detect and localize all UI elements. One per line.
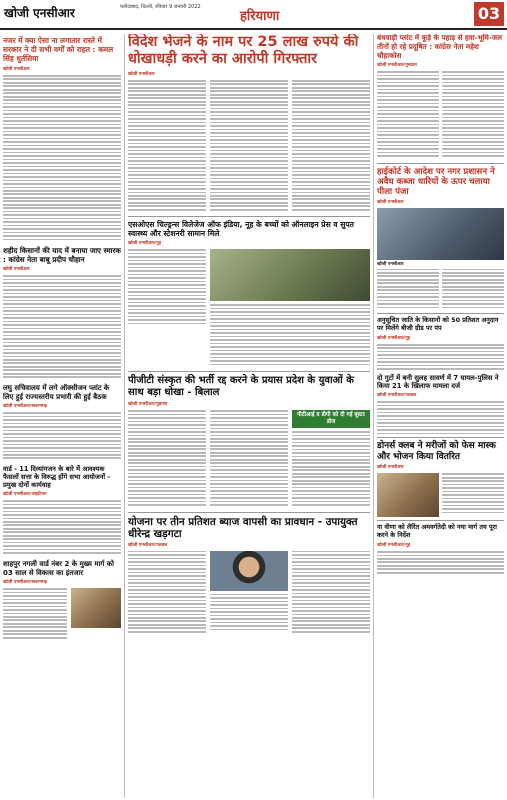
right-story3-body: [377, 344, 504, 370]
lead-body-col3: [292, 80, 370, 212]
left-story3-byline: खोजी एनसीआर/बल्लभगढ़: [3, 404, 48, 410]
right-story1-byline: खोजी एनसीआर/गुरुग्राम: [377, 63, 417, 69]
main-story3-body-col2: [210, 410, 288, 508]
lead-headline: विदेश भेजने के नाम पर 25 लाख रुपये की धोखाधड़ी करने का आरोपी गिरफ्तार: [128, 34, 359, 67]
photo-caption: खोजी एनसीआर: [377, 261, 404, 267]
left-story5-body: [3, 588, 67, 638]
right-story1-body-col2: [442, 71, 504, 158]
right-story1-headline: बंधवाड़ी प्लांट में कूड़े के पहाड़ से हवा-भूमि-जल तीनों हो रहे प्रदूषित : कांग्रेस नेता महेश चौहाकोस: [377, 34, 503, 60]
left-story4-body: [3, 500, 121, 554]
children-photo: [210, 249, 370, 301]
main-column: [128, 34, 370, 798]
lead-body-col2: [210, 80, 288, 212]
main-story3-headline: पीजीटी संस्कृत की भर्ती रद्द करने के प्रयास प्रदेश के युवाओं के साथ बड़ा धोखा - बिलाल: [128, 375, 354, 399]
right-story2-headline: हाईकोर्ट के आदेश पर नगर प्रशासन ने अवैध कब्जा धारियों के ऊपर चलाया पीला पंजा: [377, 166, 495, 197]
right-story6-headline: ना वीणा को लैरिंत अमवर्गतेदी को नया मार्ग तय पूरा करने के निर्देश: [377, 523, 497, 540]
lead-byline: खोजी एनसीआर: [128, 72, 155, 77]
lead-body-col1: [128, 80, 206, 212]
left-story2-body: [3, 275, 121, 378]
left-story4-headline: वार्ड - 11 दिव्यांगजन के बारे में आवश्यक फैसलों सत्ता के विरुद्ध होंगे सभा आयोजनों - प्रमुख दोनों कार्यवाह: [3, 465, 111, 490]
main-story4-body-col1: [128, 551, 206, 635]
right-story3-headline: अनुसूचित जाति के किसानों को 50 प्रतिशत अनुदान पर मिलेंगे बीजी ग्रीड पर पंप: [377, 316, 499, 333]
left-story1-headline: नजर में क्या ऐसा ना लगातार रास्ते में सरकार ने दी सभी वर्गों को राहत : कमल सिंह धुर्तसिया: [3, 36, 114, 63]
section-title: हरियाणा: [240, 9, 280, 24]
masthead: [0, 0, 507, 30]
main-story4-body-col2: [210, 594, 288, 630]
left-story4-byline: खोजी एनसीआर/आइटियन: [3, 492, 47, 498]
right-story2-body-col2: [442, 269, 504, 311]
main-story4-headline: योजना पर तीन प्रतिशत ब्याज वापसी का प्रावधान - उपायुक्त धीरेन्द्र खड़गटा: [128, 515, 358, 540]
right-story1-body-col1: [377, 71, 439, 158]
page-number: 03: [474, 2, 504, 26]
right-story2-byline: खोजी एनसीआर: [377, 199, 404, 205]
right-story5-headline: डोनर्स क्लब ने मरीजों को फेस मास्क और भोजन किया वितरित: [377, 441, 496, 462]
encroachment-photo: [377, 208, 504, 260]
right-story4-headline: दो गुटों में बनी सुलह सावर्ण में 7 घायल-पुलिस ने किया 21 के खिलाफ मामला दर्ज: [377, 373, 499, 391]
official-photo: [210, 551, 288, 591]
left-story5-byline: खोजी एनसीआर/बल्लभगढ़: [3, 580, 48, 586]
right-column: [377, 34, 504, 798]
booster-dose-body: [292, 431, 370, 506]
left-story1-body: [3, 75, 121, 240]
main-story2-body-col2: [210, 304, 370, 365]
main-story4-body-col3: [292, 551, 370, 635]
road-photo: [71, 588, 121, 628]
left-column: [3, 36, 121, 796]
right-story6-byline: खोजी एनसीआर/नूह: [377, 543, 411, 549]
right-story4-body: [377, 401, 504, 434]
right-story4-byline: खोजी एनसीआर/पलवल: [377, 393, 417, 399]
main-story3-byline: खोजी एनसीआर/गुड़गांव: [128, 402, 168, 408]
right-story5-body: [442, 473, 504, 517]
right-story3-byline: खोजी एनसीआर/नूह: [377, 335, 411, 341]
left-story5-headline: शाहपुर नगली वार्ड नंबर 2 के मुख्य मार्ग को 03 साल से विकास का इंतजार: [3, 559, 114, 577]
main-story3-body-col1: [128, 410, 206, 508]
right-story6-body: [377, 551, 504, 574]
left-story2-headline: शहीद किसानों की याद में बनाया जाए स्मारक : कांग्रेस नेता बाबू प्रदीप चौहान: [3, 246, 121, 265]
right-story2-body-col1: [377, 269, 439, 311]
main-story2-body-col1: [128, 249, 206, 367]
left-story3-headline: लघु सचिवालय में लगे ऑक्सीजन प्लांट के लिए हुई राज्यस्तरीय प्रभारी की हुई बैठक: [3, 384, 110, 401]
main-story4-byline: खोजी एनसीआर/पलवल: [128, 542, 168, 548]
mask-distribution-photo: [377, 473, 439, 517]
main-story2-headline: एसओएस चिल्ड्रन्स विलेजेज ऑफ इंडिया, नूह के बच्चों को ऑनलाइन प्रेस व सुपत स्वास्थ्य और स्टेशनरी सामान मिले: [128, 220, 354, 239]
date-line: फरीदाबाद, दिल्ली, रविवार 9 जनवरी 2022: [120, 4, 201, 10]
left-story3-body: [3, 412, 121, 459]
left-story2-byline: खोजी एनसीआर: [3, 267, 30, 273]
booster-dose-box: पीटीआई व डीपी को दी गई बूस्टर डोज: [292, 410, 370, 428]
right-story5-byline: खोजी एनसीआर: [377, 465, 404, 471]
main-story2-byline: खोजी एनसीआर/नूह: [128, 241, 162, 247]
left-story1-byline: खोजी एनसीआर: [3, 67, 30, 72]
newspaper-name: खोजी एनसीआर: [4, 6, 75, 20]
